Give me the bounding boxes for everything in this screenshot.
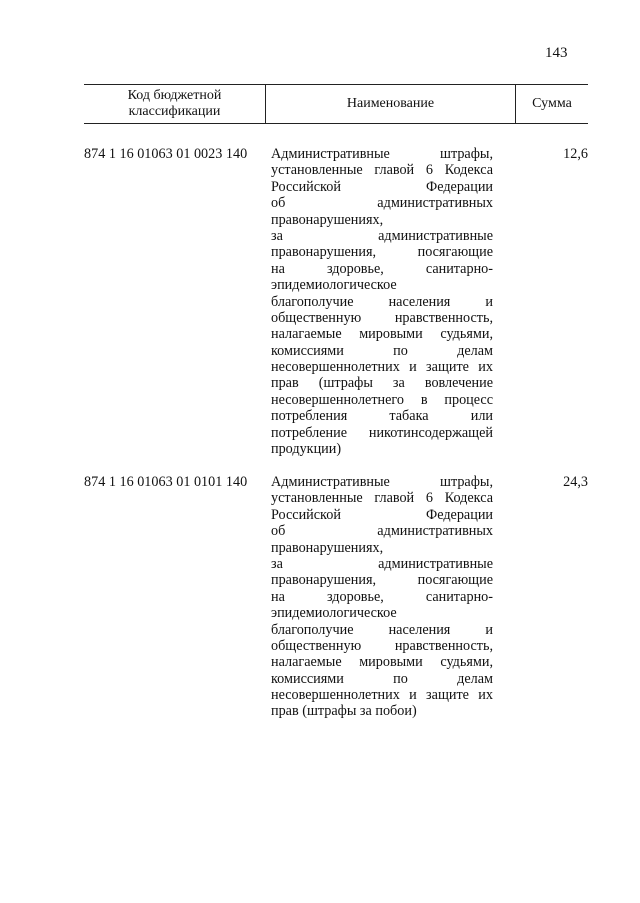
description-line: за административные — [271, 555, 493, 572]
description-line: правонарушениях, — [271, 539, 384, 556]
description-line: Российской Федерации — [271, 506, 493, 523]
description-line: благополучие населения и — [271, 621, 493, 638]
description-line: налагаемые мировыми судьями, — [271, 326, 493, 343]
row-amount: 12,6 — [563, 146, 588, 162]
row-amount: 24,3 — [563, 474, 588, 490]
description-line: эпидемиологическое — [271, 277, 397, 294]
description-line: несовершеннолетних и защите их — [271, 359, 493, 376]
description-line: установленные главой 6 Кодекса — [271, 490, 493, 507]
description-line: комиссиями по делам — [271, 670, 493, 687]
row-code: 874 1 16 01063 01 0101 140 — [84, 474, 248, 490]
description-line: за административные — [271, 227, 493, 244]
description-line: несовершеннолетнего в процесс — [271, 391, 493, 408]
description-line: Административные штрафы, — [271, 474, 493, 490]
description-line: на здоровье, санитарно- — [271, 588, 493, 605]
table-header — [84, 84, 588, 124]
description-line: потребление никотинсодержащей — [271, 424, 493, 441]
row-code: 874 1 16 01063 01 0023 140 — [84, 146, 248, 162]
header-sum: Сумма — [532, 96, 572, 111]
description-line: комиссиями по делам — [271, 342, 493, 359]
description-line: на здоровье, санитарно- — [271, 260, 493, 277]
description-line: общественную нравственность, — [271, 637, 493, 654]
description-line: установленные главой 6 Кодекса — [271, 162, 493, 179]
description-line: прав (штрафы за побои) — [271, 703, 417, 720]
description-line: об административных — [271, 523, 493, 540]
description-line: правонарушения, посягающие — [271, 572, 493, 589]
description-line: продукции) — [271, 441, 342, 458]
description-line: правонарушениях, — [271, 211, 384, 228]
description-line: об административных — [271, 195, 493, 212]
description-line: налагаемые мировыми судьями, — [271, 654, 493, 671]
page-number: 143 — [545, 45, 568, 61]
description-line: Российской Федерации — [271, 178, 493, 195]
description-line: общественную нравственность, — [271, 309, 493, 326]
description-line: эпидемиологическое — [271, 605, 397, 622]
row-description — [271, 146, 493, 457]
description-line: Административные штрафы, — [271, 146, 493, 162]
description-line: прав (штрафы за вовлечение — [271, 375, 493, 392]
description-line: несовершеннолетних и защите их — [271, 687, 493, 704]
description-line: правонарушения, посягающие — [271, 244, 493, 261]
description-line: потребления табака или — [271, 408, 493, 425]
header-code: Код бюджетной классификации — [84, 85, 266, 123]
description-line: благополучие населения и — [271, 293, 493, 310]
header-name: Наименование — [266, 85, 516, 123]
row-description — [271, 474, 493, 720]
